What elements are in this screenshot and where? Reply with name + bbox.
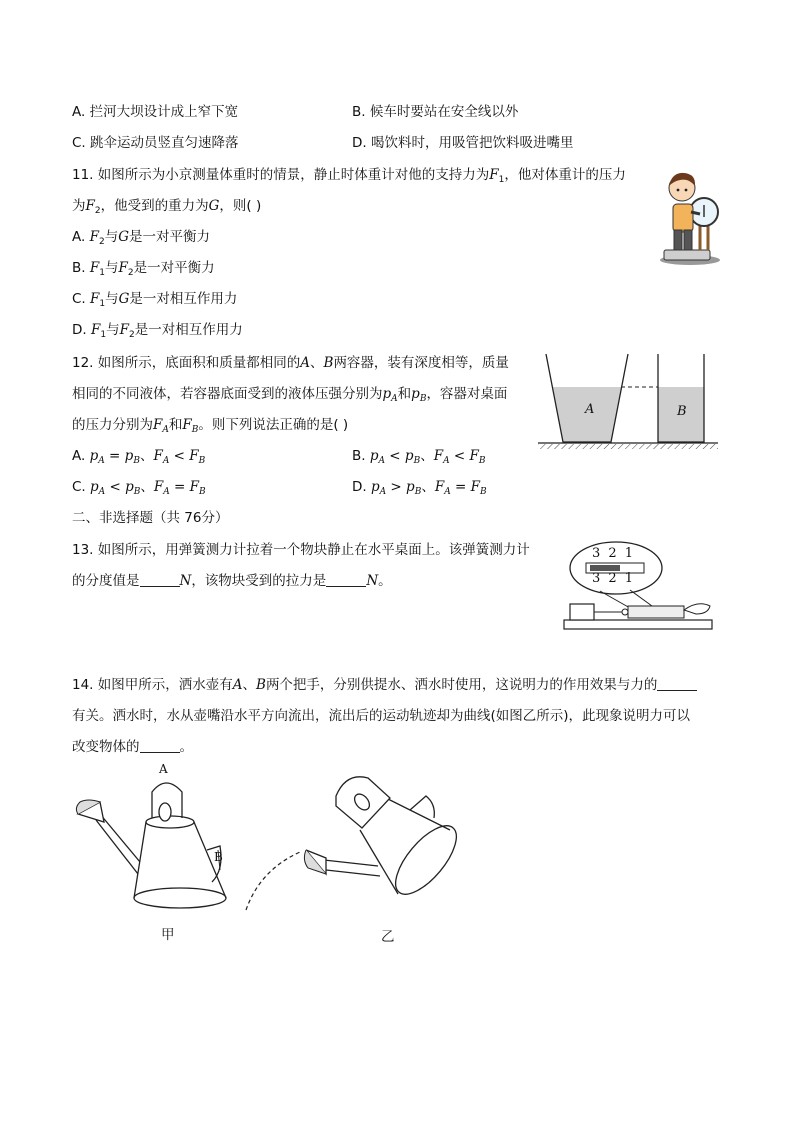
q11-option-a: A. $F_2$与G是一对平衡力 [72, 229, 210, 247]
q11-stem-line2: 为$F_2$，他受到的重力为G，则( ) [72, 198, 262, 216]
q14-stem-line2: 有关。洒水时，水从壶嘴沿水平方向流出，流出后的运动轨迹却为曲线(如图乙所示)，此现象说明力可以 [72, 708, 691, 724]
q12-option-d: D. $p_A > p_B$、$F_A = F_B$ [352, 479, 487, 497]
q12-stem-line2: 相同的不同液体，若容器底面受到的液体压强分别为$p_A$和$p_B$，容器对桌面 [72, 386, 508, 404]
q10-option-a: A. 拦河大坝设计成上窄下宽 [72, 104, 239, 120]
watering-can-jia [70, 770, 230, 920]
answer-blank[interactable] [140, 572, 180, 587]
handle-b-label: B [214, 850, 223, 864]
answer-blank[interactable] [326, 572, 366, 587]
q13-stem-line1: 13. 如图所示，用弹簧测力计拉着一个物块静止在水平桌面上。该弹簧测力计 [72, 542, 530, 558]
caption-yi: 乙 [381, 929, 395, 945]
q12-stem-line1: 12. 如图所示，底面积和质量都相同的A、B两容器，装有深度相等，质量 [72, 355, 509, 371]
answer-blank[interactable] [140, 738, 180, 753]
containers-figure [538, 352, 718, 452]
q11-stem-line1: 11. 如图所示为小京测量体重时的情景，静止时体重计对他的支持力为$F_1$，他对体重计的压力 [72, 167, 626, 185]
q12-option-a: A. $p_A = p_B$、$F_A < F_B$ [72, 448, 206, 466]
scale-bottom-numbers: 3 2 1 [592, 571, 636, 586]
scale-top-numbers: 3 2 1 [592, 546, 636, 561]
q10-option-c: C. 跳伞运动员竖直匀速降落 [72, 135, 239, 151]
q10-option-d: D. 喝饮料时，用吸管把饮料吸进嘴里 [352, 135, 574, 151]
boy-on-scale-figure [656, 162, 726, 268]
section-heading: 二、非选择题（共 76分） [72, 510, 229, 526]
q10-option-b: B. 候车时要站在安全线以外 [352, 104, 519, 120]
container-a-label: A [585, 402, 595, 417]
q11-option-c: C. $F_1$与G是一对相互作用力 [72, 291, 238, 309]
spring-scale-figure [560, 540, 720, 632]
watering-can-yi [240, 770, 470, 920]
caption-jia: 甲 [161, 927, 175, 943]
q13-stem-line2: 的分度值是 N，该物块受到的拉力是 N。 [72, 573, 392, 589]
q14-stem-line3: 改变物体的 。 [72, 739, 193, 755]
q14-stem-line1: 14. 如图甲所示，洒水壶有A、B两个把手，分别供提水、洒水时使用，这说明力的作用效果与力的 [72, 675, 697, 695]
q11-option-d: D. $F_1$与$F_2$是一对相互作用力 [72, 322, 243, 340]
container-b-label: B [677, 404, 687, 419]
q12-option-b: B. $p_A < p_B$、$F_A < F_B$ [352, 448, 486, 466]
handle-a-label: A [159, 762, 168, 776]
q12-stem-line3: 的压力分别为$F_A$和$F_B$。则下列说法正确的是( ) [72, 417, 349, 435]
q11-option-b: B. $F_1$与$F_2$是一对平衡力 [72, 260, 215, 278]
q12-option-c: C. $p_A < p_B$、$F_A = F_B$ [72, 479, 206, 497]
answer-blank[interactable] [657, 676, 697, 691]
